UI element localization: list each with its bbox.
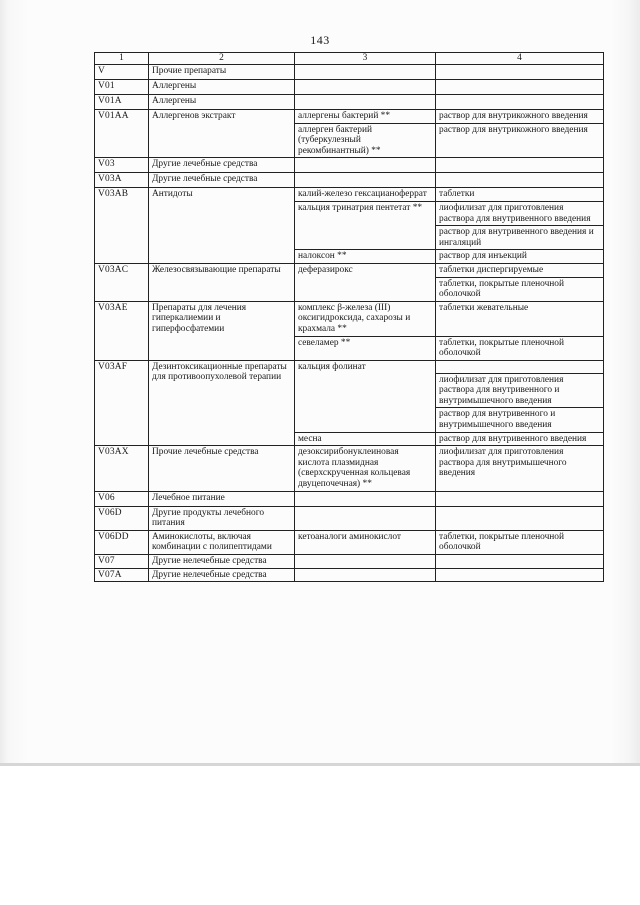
drug-name: деферазирокс — [295, 263, 436, 301]
atc-group: Другие продукты лечебного питания — [149, 506, 295, 530]
atc-code: V03AB — [95, 188, 149, 264]
column-header: 3 — [295, 53, 436, 65]
page-number: 143 — [310, 33, 330, 47]
table-row — [95, 65, 604, 80]
table-row — [95, 491, 604, 506]
dosage-form: таблетки, покрытые пленочной оболочкой — [436, 336, 604, 360]
table-row — [95, 506, 604, 530]
table-row — [95, 360, 604, 373]
table-row — [95, 446, 604, 491]
dosage-form: лиофилизат для приготовления раствора для внутримышечного введения — [436, 446, 604, 491]
atc-group: Прочие лечебные средства — [149, 446, 295, 491]
atc-code: V01 — [95, 80, 149, 95]
drug-name — [295, 65, 436, 80]
dosage-form: таблетки диспергируемые — [436, 263, 604, 277]
dosage-form — [436, 491, 604, 506]
dosage-form: раствор для инъекций — [436, 250, 604, 264]
drug-name — [295, 491, 436, 506]
atc-code: V06DD — [95, 530, 149, 554]
atc-code: V03A — [95, 173, 149, 188]
atc-group: Другие нелечебные средства — [149, 555, 295, 569]
dosage-form: раствор для внутривенного и внутримышечного введения — [436, 408, 604, 432]
atc-code: V03AC — [95, 263, 149, 301]
atc-code: V01A — [95, 95, 149, 110]
dosage-form: лиофилизат для приготовления раствора для внутривенного введения — [436, 201, 604, 225]
drug-name: кальция тринатрия пентетат ** — [295, 201, 436, 249]
column-header: 4 — [436, 53, 604, 65]
dosage-form: раствор для внутрикожного введения — [436, 110, 604, 124]
dosage-form: таблетки, покрытые пленочной оболочкой — [436, 530, 604, 554]
drug-name — [295, 80, 436, 95]
atc-group: Прочие препараты — [149, 65, 295, 80]
table-row — [95, 80, 604, 95]
dosage-form — [436, 95, 604, 110]
drug-name — [295, 95, 436, 110]
drug-name: севеламер ** — [295, 336, 436, 360]
atc-group: Препараты для лечения гиперкалиемии и гиперфосфатемии — [149, 301, 295, 360]
dosage-form — [436, 173, 604, 188]
atc-code: V06D — [95, 506, 149, 530]
dosage-form — [436, 555, 604, 569]
table-row — [95, 188, 604, 202]
table-row — [95, 95, 604, 110]
atc-group: Другие лечебные средства — [149, 158, 295, 173]
atc-code: V07A — [95, 568, 149, 582]
atc-group: Аллергены — [149, 80, 295, 95]
dosage-form — [436, 568, 604, 582]
atc-code: V — [95, 65, 149, 80]
atc-group: Лечебное питание — [149, 491, 295, 506]
dosage-form — [436, 506, 604, 530]
dosage-form — [436, 65, 604, 80]
atc-code: V03AE — [95, 301, 149, 360]
drug-name — [295, 568, 436, 582]
scan-edge — [0, 763, 640, 766]
table-header-row — [95, 53, 604, 65]
dosage-form — [436, 158, 604, 173]
column-header: 2 — [149, 53, 295, 65]
drug-name: кальция фолинат — [295, 360, 436, 432]
drug-name — [295, 506, 436, 530]
table-row — [95, 263, 604, 277]
drug-name: дезоксирибонуклеиновая кислота плазмидная (сверхскрученная кольцевая двуцепочечная) ** — [295, 446, 436, 491]
table-row — [95, 173, 604, 188]
atc-code: V03AX — [95, 446, 149, 491]
table-row — [95, 301, 604, 336]
drug-name — [295, 158, 436, 173]
drug-name: комплекс β-железа (III) оксигидроксида, сахарозы и крахмала ** — [295, 301, 436, 336]
column-header: 1 — [95, 53, 149, 65]
table-row — [95, 530, 604, 554]
drug-name: кетоаналоги аминокислот — [295, 530, 436, 554]
atc-group: Аллергены — [149, 95, 295, 110]
atc-group: Аминокислоты, включая комбинации с полипептидами — [149, 530, 295, 554]
drug-name — [295, 173, 436, 188]
drug-name: аллерген бактерий (туберкулезный рекомбинантный) ** — [295, 123, 436, 158]
atc-group: Железосвязывающие препараты — [149, 263, 295, 301]
dosage-form: раствор для внутривенного введения — [436, 432, 604, 446]
atc-code: V03AF — [95, 360, 149, 446]
drug-name — [295, 555, 436, 569]
atc-group: Дезинтоксикационные препараты для противоопухолевой терапии — [149, 360, 295, 446]
atc-code: V07 — [95, 555, 149, 569]
drug-name: калий-железо гексацианоферрат — [295, 188, 436, 202]
table-row — [95, 568, 604, 582]
drug-name: налоксон ** — [295, 250, 436, 264]
dosage-form: раствор для внутрикожного введения — [436, 123, 604, 158]
table-row — [95, 110, 604, 124]
atc-drug-table — [94, 52, 604, 582]
atc-group: Антидоты — [149, 188, 295, 264]
dosage-form: таблетки — [436, 188, 604, 202]
table-row — [95, 158, 604, 173]
dosage-form: таблетки, покрытые пленочной оболочкой — [436, 277, 604, 301]
atc-group: Аллергенов экстракт — [149, 110, 295, 158]
atc-code: V01AA — [95, 110, 149, 158]
atc-code: V06 — [95, 491, 149, 506]
dosage-form: раствор для внутривенного введения и ингаляций — [436, 226, 604, 250]
dosage-form: таблетки жевательные — [436, 301, 604, 336]
atc-group: Другие нелечебные средства — [149, 568, 295, 582]
table-row — [95, 555, 604, 569]
dosage-form — [436, 80, 604, 95]
drug-name: месна — [295, 432, 436, 446]
drug-name: аллергены бактерий ** — [295, 110, 436, 124]
atc-code: V03 — [95, 158, 149, 173]
dosage-form — [436, 360, 604, 373]
dosage-form: лиофилизат для приготовления раствора для внутривенного и внутримышечного введения — [436, 373, 604, 408]
atc-group: Другие лечебные средства — [149, 173, 295, 188]
